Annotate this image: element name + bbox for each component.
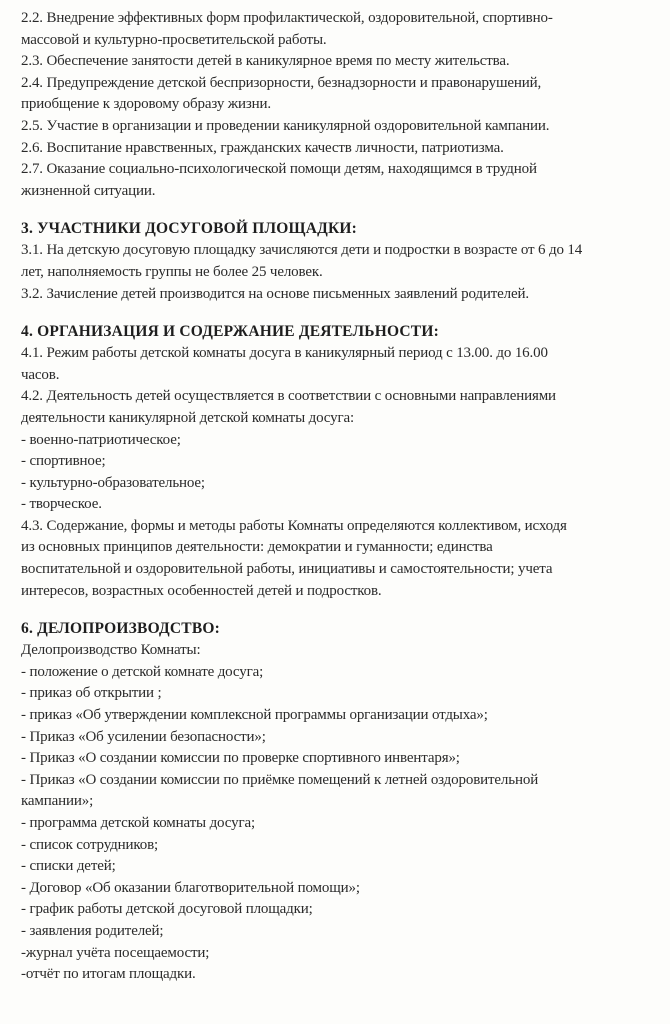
text-line: 4.3. Содержание, формы и методы работы Комнаты определяются коллективом, исходя <box>21 517 567 534</box>
section-heading: 6. ДЕЛОПРОИЗВОДСТВО: <box>21 620 221 638</box>
text-line: 2.4. Предупреждение детской беспризорности, безнадзорности и правонарушений, <box>21 74 542 91</box>
list-item: - культурно-образовательное; <box>21 474 205 491</box>
list-item: - список сотрудников; <box>21 836 159 853</box>
text-line: интересов, возрастных особенностей детей и подростков. <box>21 582 382 599</box>
text-line: 4.2. Деятельность детей осуществляется в соответствии с основными направлениями <box>21 388 556 405</box>
text-line: 2.2. Внедрение эффективных форм профилактической, оздоровительной, спортивно- <box>21 10 553 26</box>
section-participants <box>21 218 661 305</box>
text-line: 2.3. Обеспечение занятости детей в каникулярное время по месту жительства. <box>21 53 510 70</box>
list-item: кампании»; <box>21 793 94 810</box>
text-line: Делопроизводство Комнаты: <box>21 642 201 659</box>
text-line: 3.2. Зачисление детей производится на основе письменных заявлений родителей. <box>21 285 529 302</box>
text-line: жизненной ситуации. <box>21 182 156 199</box>
section-heading: 3. УЧАСТНИКИ ДОСУГОВОЙ ПЛОЩАДКИ: <box>21 220 358 238</box>
text-line: 2.5. Участие в организации и проведении каникулярной оздоровительной кампании. <box>21 117 550 134</box>
list-item: - заявления родителей; <box>21 922 164 939</box>
list-item: -отчёт по итогам площадки. <box>21 966 196 983</box>
list-item: - творческое. <box>21 496 102 513</box>
list-item: - Приказ «Об усилении безопасности»; <box>21 728 266 745</box>
text-line: приобщение к здоровому образу жизни. <box>21 96 271 113</box>
section-heading: 4. ОРГАНИЗАЦИЯ И СОДЕРЖАНИЕ ДЕЯТЕЛЬНОСТИ: <box>21 323 439 341</box>
text-line: воспитательной и оздоровительной работы, инициативы и самостоятельности; учета <box>21 561 553 578</box>
list-item: - списки детей; <box>21 858 116 875</box>
text-line: 4.1. Режим работы детской комнаты досуга в каникулярный период с 13.00. до 16.00 <box>21 345 548 362</box>
list-item: -журнал учёта посещаемости; <box>21 944 210 961</box>
text-line: часов. <box>21 366 60 383</box>
text-line: 2.6. Воспитание нравственных, гражданских качеств личности, патриотизма. <box>21 139 504 156</box>
list-item: - Приказ «О создании комиссии по проверке спортивного инвентаря»; <box>21 750 460 767</box>
goals-continued <box>21 8 661 202</box>
text-line: массовой и культурно-просветительской работы. <box>21 31 327 48</box>
text-line: лет, наполняемость группы не более 25 человек. <box>21 263 323 280</box>
section-records <box>21 618 661 986</box>
list-item: - программа детской комнаты досуга; <box>21 815 255 831</box>
list-item: - Договор «Об оказании благотворительной помощи»; <box>21 879 360 896</box>
list-item: - приказ об открытии ; <box>21 685 162 702</box>
list-item: - график работы детской досуговой площадки; <box>21 901 313 918</box>
list-item: - приказ «Об утверждении комплексной программы организации отдыха»; <box>21 707 488 724</box>
text-line: деятельности каникулярной детской комнаты досуга: <box>21 409 354 426</box>
list-item: - Приказ «О создании комиссии по приёмке помещений к летней оздоровительной <box>21 771 539 788</box>
list-item: - спортивное; <box>21 453 106 470</box>
document-page <box>21 8 661 986</box>
text-line: 2.7. Оказание социально-психологической помощи детям, находящимся в трудной <box>21 161 537 178</box>
list-item: - военно-патриотическое; <box>21 431 181 448</box>
section-organization <box>21 321 661 602</box>
text-line: 3.1. На детскую досуговую площадку зачисляются дети и подростки в возрасте от 6 до 14 <box>21 242 583 259</box>
text-line: из основных принципов деятельности: демократии и гуманности; единства <box>21 539 493 556</box>
list-item: - положение о детской комнате досуга; <box>21 663 264 680</box>
